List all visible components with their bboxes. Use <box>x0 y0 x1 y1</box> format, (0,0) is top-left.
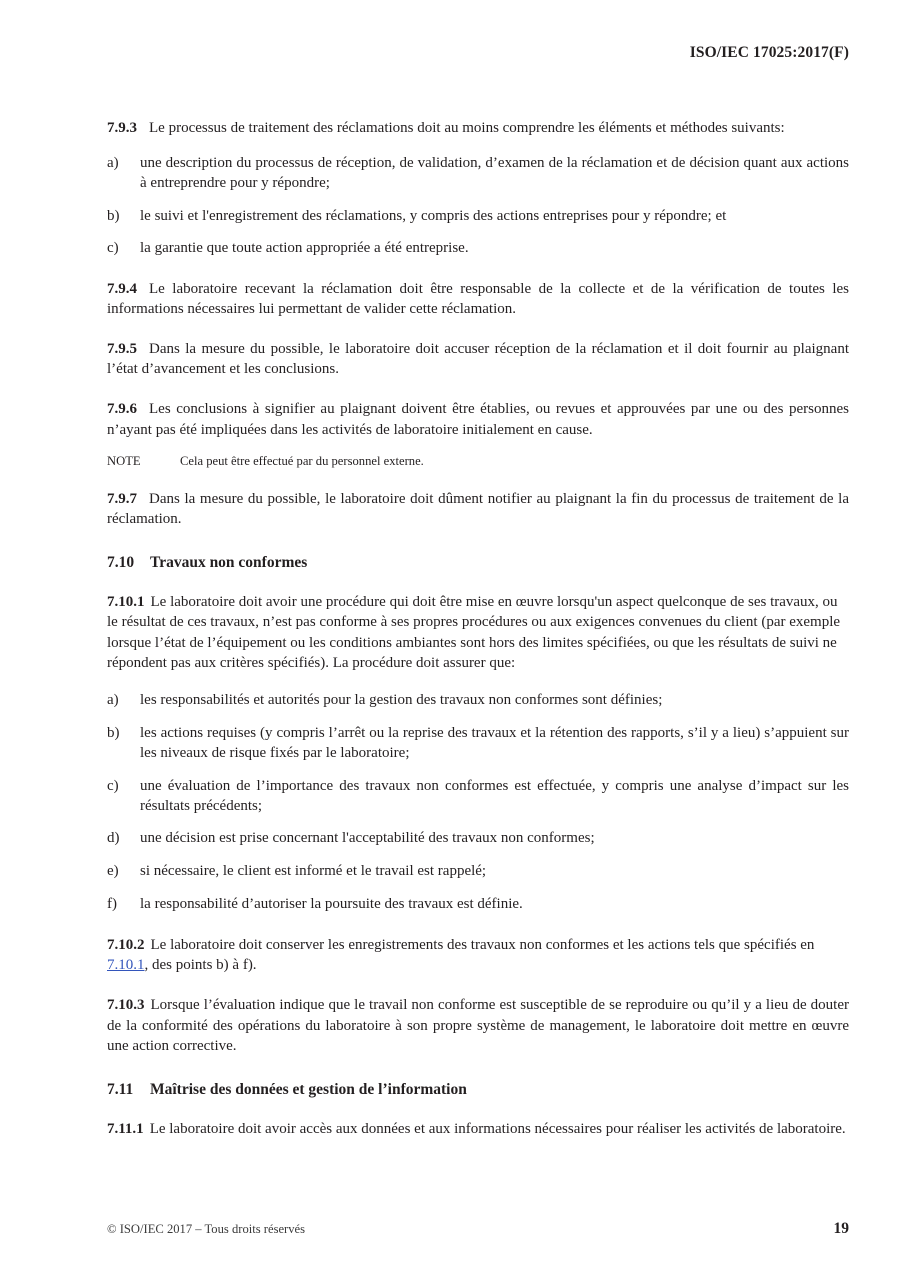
clause-text: Dans la mesure du possible, le laboratoire doit dûment notifier au plaignant la fin du processus de traitement de la réclamation. <box>107 490 849 527</box>
clause-7-9-3 <box>107 118 849 138</box>
list-7-10-1 <box>107 690 849 914</box>
heading-title: Maîtrise des données et gestion de l’information <box>150 1081 467 1099</box>
list-marker: a) <box>107 154 119 171</box>
clause-number: 7.10.3 <box>107 997 145 1014</box>
clause-7-9-7 <box>107 489 849 529</box>
list-item-text: une décision est prise concernant l'acceptabilité des travaux non conformes; <box>140 830 595 847</box>
list-item <box>107 861 849 881</box>
clause-7-10-1 <box>107 592 849 673</box>
heading-7-10 <box>107 552 849 573</box>
clause-text: Le laboratoire doit avoir une procédure qui doit être mise en œuvre lorsqu'un aspect quelconque de ses travaux, ou le résultat de ces travaux, n’est pas conforme à ses propres procédures ou aux exigences convenues du client (par exemple lorsque l’état de l’équipement ou les conditions ambiantes sont hors des limites spécifiées, ou que les résultats de suivi ne répondent pas aux critères spécifiés). La procédure doit assurer que: <box>107 594 841 671</box>
running-header <box>107 44 849 62</box>
page-content <box>107 118 849 1154</box>
heading-7-11 <box>107 1079 849 1100</box>
list-item <box>107 153 849 193</box>
list-marker: f) <box>107 895 117 912</box>
clause-number: 7.9.7 <box>107 490 137 507</box>
list-marker: a) <box>107 691 119 708</box>
list-item-text: les actions requises (y compris l’arrêt ou la reprise des travaux et la rétention des rapports, s’il y a lieu) s’appuient sur les niveaux de risque fixés par le laboratoire; <box>140 724 849 761</box>
clause-number: 7.9.5 <box>107 340 137 357</box>
clause-number: 7.9.3 <box>107 120 137 136</box>
list-marker: c) <box>107 777 119 794</box>
clause-text: Les conclusions à signifier au plaignant doivent être établies, ou revues et approuvées par une ou des personnes n’ayant pas été impliquées dans les activités de laboratoire initialement en cause. <box>107 401 849 438</box>
list-marker: d) <box>107 830 120 847</box>
clause-number: 7.9.4 <box>107 280 137 297</box>
list-marker: e) <box>107 863 119 880</box>
list-item-text: les responsabilités et autorités pour la gestion des travaux non conformes sont définies; <box>140 691 663 708</box>
cross-reference-link-7-10-1[interactable]: 7.10.1 <box>107 957 145 974</box>
list-marker: b) <box>107 724 120 741</box>
clause-text: Dans la mesure du possible, le laboratoire doit accuser réception de la réclamation et il doit fournir au plaignant l’état d’avancement et les conclusions. <box>107 340 849 378</box>
page-number: 19 <box>833 1220 849 1237</box>
clause-7-11-1 <box>107 1119 849 1139</box>
list-item <box>107 238 849 258</box>
page-footer <box>107 1220 849 1238</box>
list-item-text: la garantie que toute action appropriée a été entreprise. <box>140 240 469 257</box>
heading-title: Travaux non conformes <box>150 554 308 572</box>
heading-number: 7.10 <box>107 554 135 572</box>
list-item-text: le suivi et l'enregistrement des réclamations, y compris des actions entreprises pour y répondre; et <box>140 207 727 224</box>
clause-text: Lorsque l’évaluation indique que le travail non conforme est susceptible de se reproduire ou qu’il y a lieu de douter de la conformité des opérations du laboratoire à son propre système de management, le laboratoire doit mettre en œuvre une action corrective. <box>107 997 849 1054</box>
list-item-text: une description du processus de réception, de validation, d’examen de la réclamation et de décision quant aux actions à entreprendre pour y répondre; <box>140 154 849 191</box>
clause-7-10-3 <box>107 995 849 1056</box>
clause-number: 7.11.1 <box>107 1121 144 1138</box>
clause-7-10-2 <box>107 935 849 975</box>
list-item-text: si nécessaire, le client est informé et le travail est rappelé; <box>140 863 487 880</box>
clause-text: Le laboratoire doit avoir accès aux données et aux informations nécessaires pour réaliser les activités de laboratoire. <box>149 1121 846 1138</box>
list-item <box>107 776 849 816</box>
list-item <box>107 723 849 763</box>
clause-text: Le laboratoire recevant la réclamation doit être responsable de la collecte et de la vérification de toutes les informations nécessaires lui permettant de valider cette réclamation. <box>107 280 849 317</box>
clause-text: Le processus de traitement des réclamations doit au moins comprendre les éléments et méthodes suivants: <box>149 120 785 136</box>
list-item <box>107 894 849 914</box>
note-7-9-6 <box>107 452 849 470</box>
list-marker: b) <box>107 207 120 224</box>
clause-7-9-6 <box>107 399 849 439</box>
list-item-text: une évaluation de l’importance des travaux non conformes est effectuée, y compris une analyse d’impact sur les résultats précédents; <box>140 777 849 814</box>
clause-number: 7.9.6 <box>107 401 137 418</box>
list-7-9-3 <box>107 153 849 259</box>
clause-number: 7.10.2 <box>107 937 145 954</box>
list-item <box>107 828 849 848</box>
note-text: Cela peut être effectué par du personnel externe. <box>180 453 424 468</box>
clause-number: 7.10.1 <box>107 594 145 611</box>
list-item <box>107 690 849 710</box>
clause-7-9-5 <box>107 339 849 379</box>
clause-text-before-link: Le laboratoire doit conserver les enregistrements des travaux non conformes et les actions tels que spécifiés en <box>150 937 815 954</box>
list-marker: c) <box>107 240 119 257</box>
heading-number: 7.11 <box>107 1081 134 1099</box>
clause-7-9-4 <box>107 279 849 319</box>
clause-text-after-link: , des points b) à f). <box>144 957 257 974</box>
copyright-notice: © ISO/IEC 2017 – Tous droits réservés <box>107 1222 306 1236</box>
standard-reference: ISO/IEC 17025:2017(F) <box>689 44 849 61</box>
list-item <box>107 206 849 226</box>
note-label: NOTE <box>107 453 141 468</box>
list-item-text: la responsabilité d’autoriser la poursuite des travaux est définie. <box>140 895 523 912</box>
